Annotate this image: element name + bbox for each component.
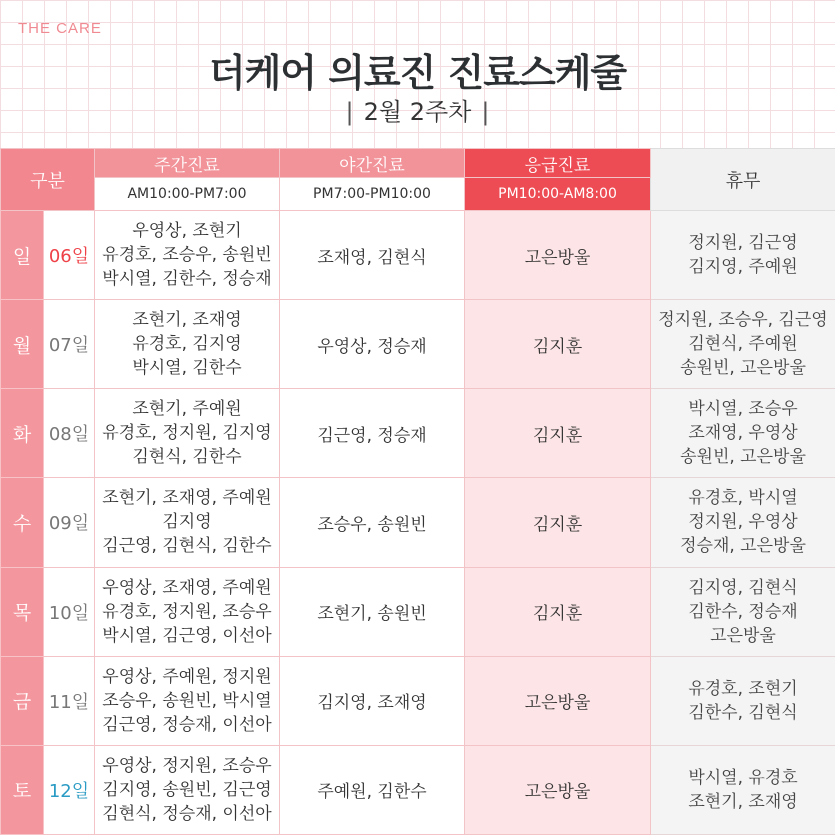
emergency-shift-cell: 고은방울 [465, 211, 651, 300]
date-cell: 07일 [44, 300, 95, 389]
staff-line: 박시열, 조승우 [688, 399, 798, 420]
staff-line: 조재영, 우영상 [688, 423, 798, 444]
staff-line: 박시열, 김한수, 정승재 [102, 269, 272, 290]
staff-line: 정지원, 조승우, 김근영 [658, 310, 828, 331]
staff-line: 우영상, 주예원, 정지원 [102, 666, 272, 687]
night-shift-cell: 조현기, 송원빈 [280, 567, 465, 656]
off-cell [651, 745, 835, 834]
day-shift-cell [95, 478, 280, 567]
brand-logo-text: THE CARE [18, 20, 102, 37]
off-cell [651, 478, 835, 567]
emergency-shift-cell: 김지훈 [465, 389, 651, 478]
header-day-shift: 주간진료 [95, 149, 280, 178]
weekday-cell: 화 [1, 389, 44, 478]
day-shift-cell [95, 389, 280, 478]
staff-line: 고은방울 [710, 625, 776, 646]
schedule-row [1, 389, 835, 478]
page-title: 더케어 의료진 진료스케줄 [208, 51, 627, 95]
header-night-time: PM7:00-PM10:00 [280, 178, 465, 211]
weekday-cell: 일 [1, 211, 44, 300]
emergency-shift-cell: 김지훈 [465, 478, 651, 567]
day-shift-cell [95, 211, 280, 300]
schedule-table [0, 148, 835, 835]
night-shift-cell: 조승우, 송원빈 [280, 478, 465, 567]
off-cell [651, 211, 835, 300]
schedule-body [1, 211, 835, 835]
staff-line: 조승우, 송원빈, 박시열 [102, 690, 272, 711]
emergency-shift-cell: 고은방울 [465, 656, 651, 745]
staff-line: 송원빈, 고은방울 [680, 358, 806, 379]
day-shift-cell [95, 656, 280, 745]
staff-line: 김현식, 정승재, 이선아 [102, 803, 272, 824]
header-emergency-shift: 응급진료 [465, 149, 651, 178]
staff-line: 김현식, 김한수 [132, 447, 242, 468]
staff-line: 유경호, 조승우, 송원빈 [102, 245, 272, 266]
night-shift-cell: 조재영, 김현식 [280, 211, 465, 300]
night-shift-cell: 우영상, 정승재 [280, 300, 465, 389]
staff-line: 유경호, 조현기 [688, 678, 798, 699]
staff-line: 유경호, 김지영 [132, 334, 242, 355]
week-label: 2월 2주차 [363, 98, 472, 126]
weekday-cell: 금 [1, 656, 44, 745]
off-cell [651, 656, 835, 745]
date-cell: 06일 [44, 211, 95, 300]
staff-line: 유경호, 박시열 [688, 488, 798, 509]
staff-line: 우영상, 조재영, 주예원 [102, 577, 272, 598]
staff-line: 김지영, 주예원 [688, 257, 798, 278]
schedule-row [1, 745, 835, 834]
staff-line: 우영상, 조현기 [132, 221, 242, 242]
schedule-row [1, 567, 835, 656]
header-day-time: AM10:00-PM7:00 [95, 178, 280, 211]
header-gubun: 구분 [1, 149, 95, 211]
day-shift-cell [95, 300, 280, 389]
staff-line: 김지영 [162, 512, 212, 533]
weekday-cell: 수 [1, 478, 44, 567]
schedule-row [1, 211, 835, 300]
staff-line: 송원빈, 고은방울 [680, 447, 806, 468]
staff-line: 김지영, 송원빈, 김근영 [102, 779, 272, 800]
off-cell [651, 389, 835, 478]
staff-line: 유경호, 정지원, 김지영 [102, 423, 272, 444]
page-subtitle [0, 92, 835, 127]
weekday-cell: 토 [1, 745, 44, 834]
date-cell: 11일 [44, 656, 95, 745]
night-shift-cell: 김근영, 정승재 [280, 389, 465, 478]
header-off: 휴무 [651, 149, 835, 211]
day-shift-cell [95, 745, 280, 834]
date-cell: 09일 [44, 478, 95, 567]
off-cell [651, 300, 835, 389]
date-cell: 10일 [44, 567, 95, 656]
staff-line: 조현기, 조재영, 주예원 [102, 488, 272, 509]
date-cell: 12일 [44, 745, 95, 834]
staff-line: 우영상, 정지원, 조승우 [102, 755, 272, 776]
staff-line: 정지원, 우영상 [688, 512, 798, 533]
staff-line: 조현기, 조재영 [688, 791, 798, 812]
staff-line: 정지원, 김근영 [688, 233, 798, 254]
header-night-shift: 야간진료 [280, 149, 465, 178]
staff-line: 김현식, 주예원 [688, 334, 798, 355]
subtitle-bar-left: | [345, 98, 354, 126]
staff-line: 조현기, 주예원 [132, 399, 242, 420]
off-cell [651, 567, 835, 656]
night-shift-cell: 김지영, 조재영 [280, 656, 465, 745]
schedule-row [1, 656, 835, 745]
emergency-shift-cell: 김지훈 [465, 567, 651, 656]
weekday-cell: 월 [1, 300, 44, 389]
staff-line: 정승재, 고은방울 [680, 536, 806, 557]
weekday-cell: 목 [1, 567, 44, 656]
staff-line: 박시열, 김근영, 이선아 [102, 625, 272, 646]
emergency-shift-cell: 김지훈 [465, 300, 651, 389]
staff-line: 유경호, 정지원, 조승우 [102, 601, 272, 622]
staff-line: 김근영, 정승재, 이선아 [102, 714, 272, 735]
staff-line: 김한수, 김현식 [688, 702, 798, 723]
staff-line: 박시열, 유경호 [688, 767, 798, 788]
staff-line: 김지영, 김현식 [688, 577, 798, 598]
schedule-row [1, 478, 835, 567]
schedule-row [1, 300, 835, 389]
staff-line: 조현기, 조재영 [132, 310, 242, 331]
emergency-shift-cell: 고은방울 [465, 745, 651, 834]
staff-line: 박시열, 김한수 [132, 358, 242, 379]
night-shift-cell: 주예원, 김한수 [280, 745, 465, 834]
day-shift-cell [95, 567, 280, 656]
staff-line: 김근영, 김현식, 김한수 [102, 536, 272, 557]
subtitle-bar-right: | [481, 98, 490, 126]
header-emergency-time: PM10:00-AM8:00 [465, 178, 651, 211]
date-cell: 08일 [44, 389, 95, 478]
staff-line: 김한수, 정승재 [688, 601, 798, 622]
